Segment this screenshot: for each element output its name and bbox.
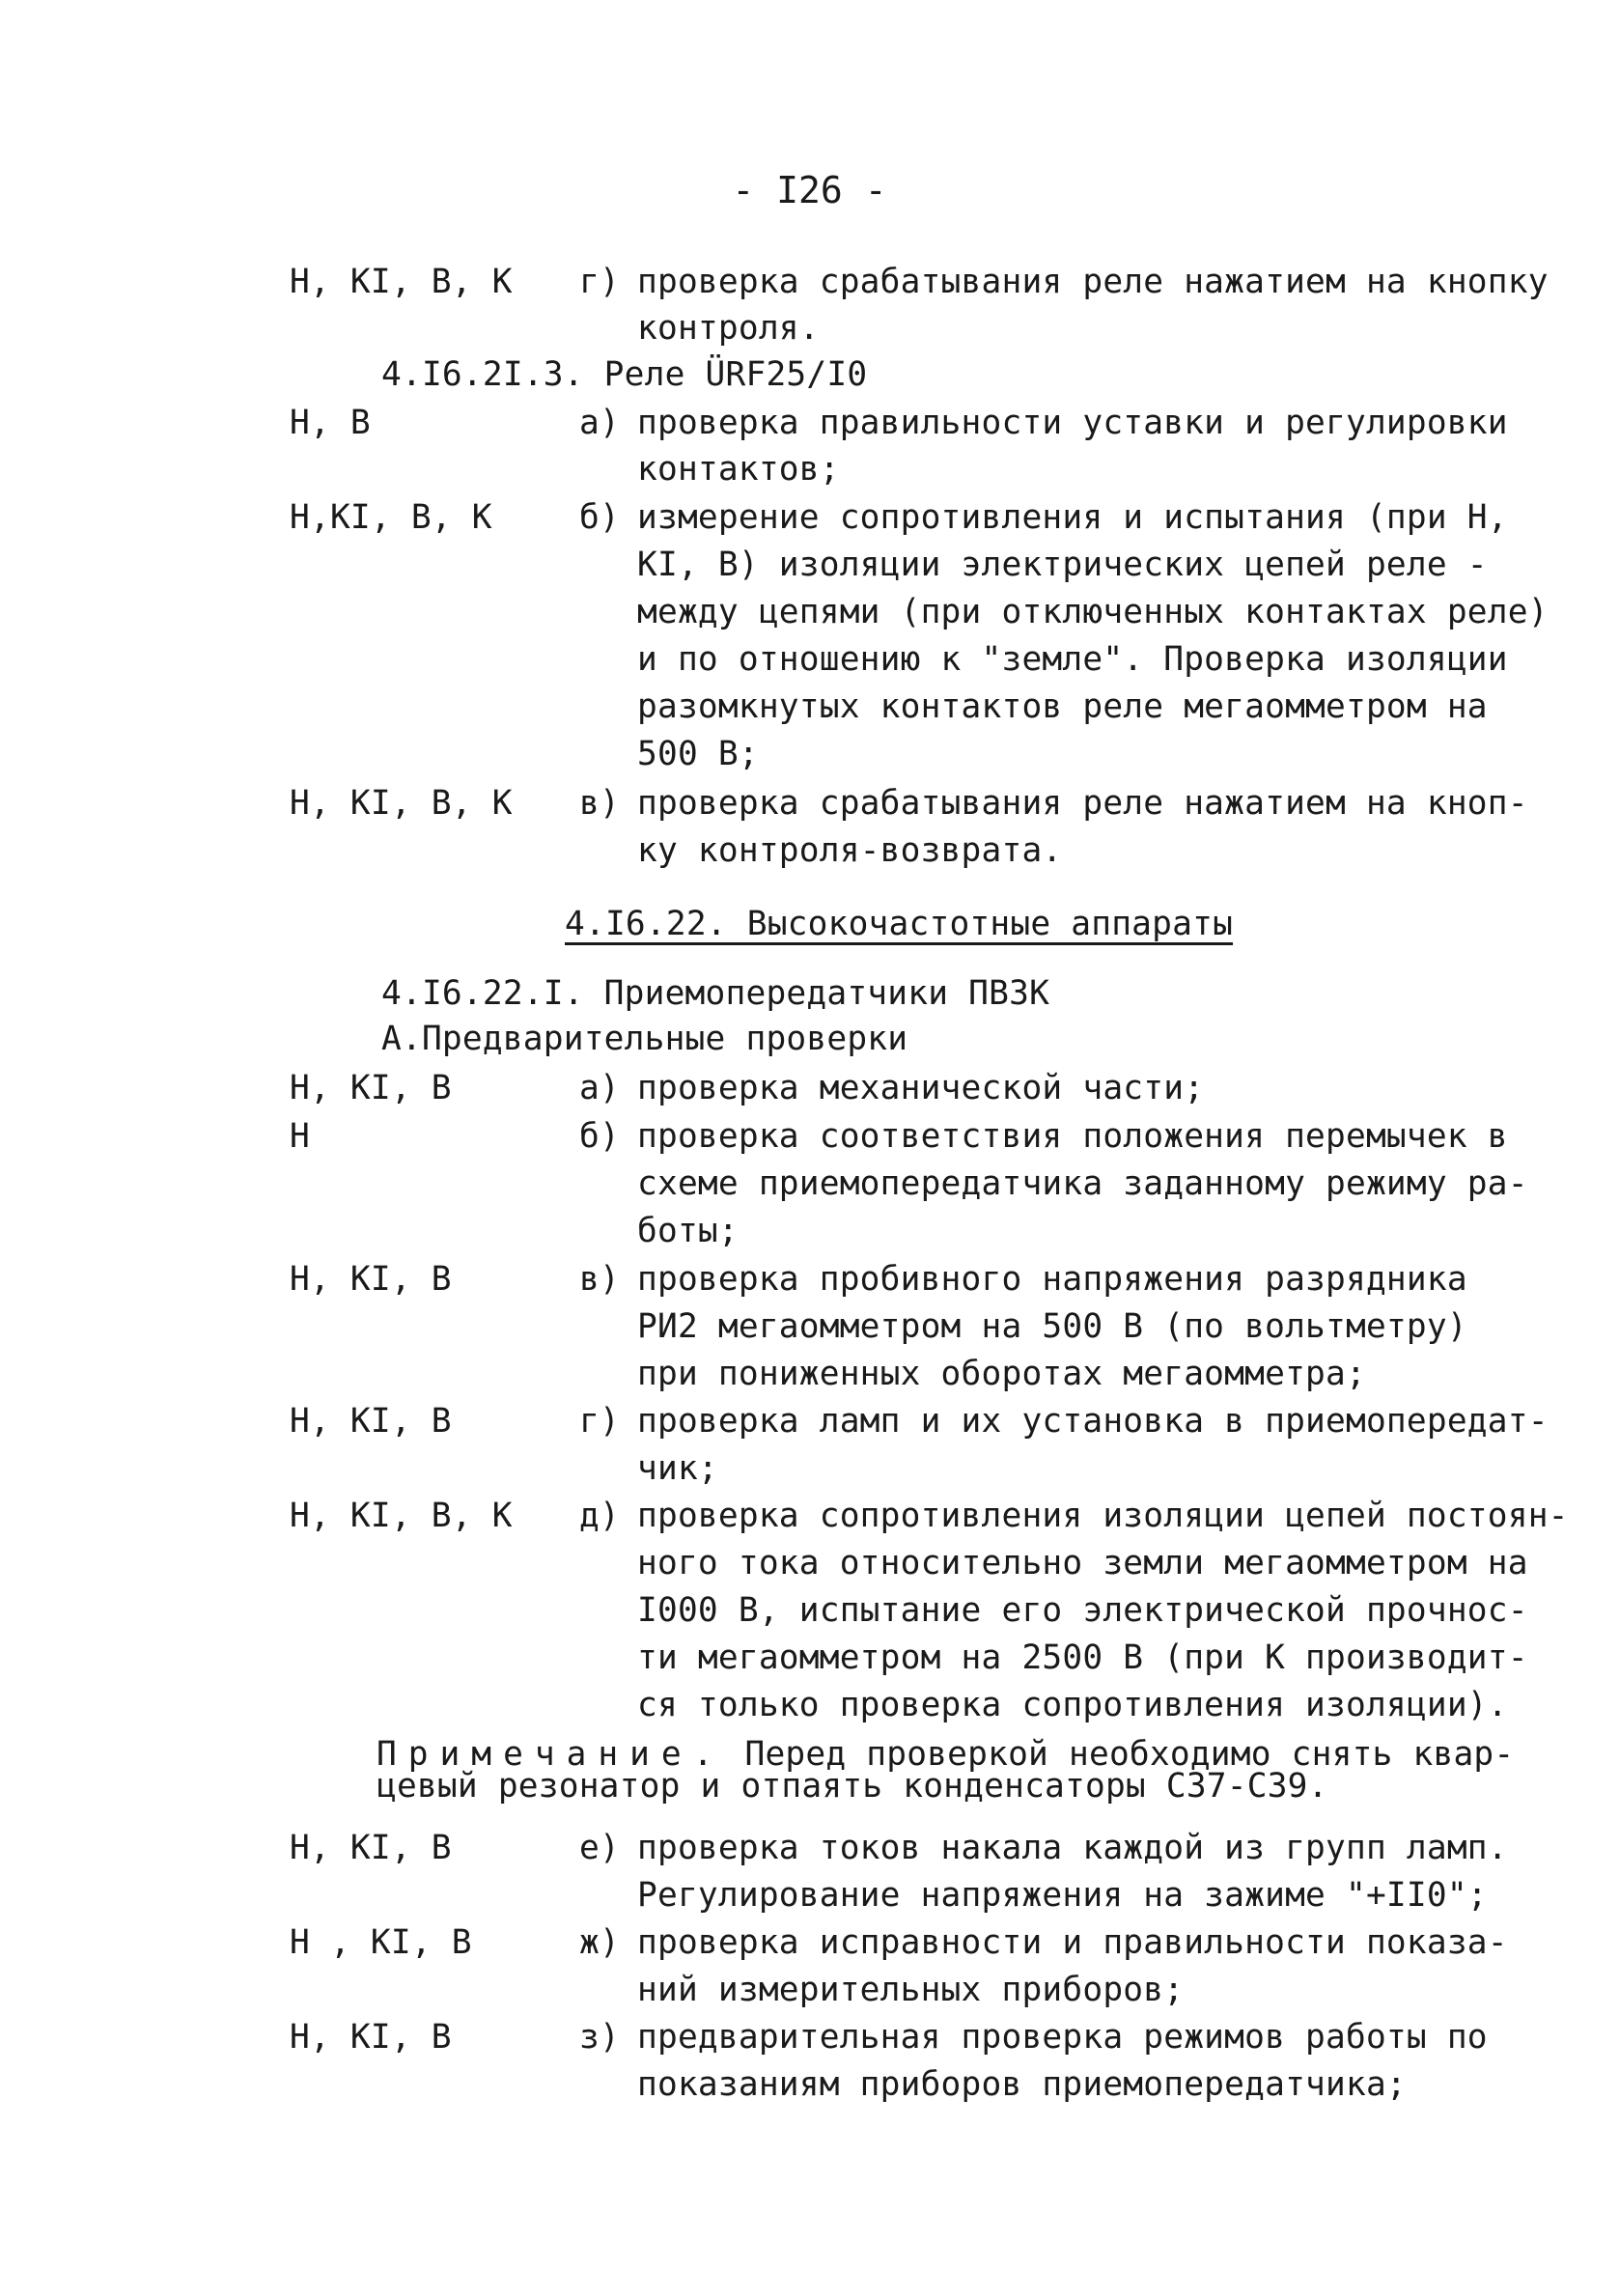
item-text-line: проверка ламп и их установка в приемопередат-: [637, 1402, 1549, 1441]
item-text-line: проверка пробивного напряжения разрядника: [637, 1260, 1467, 1299]
item-text-line: ся только проверка сопротивления изоляции).: [637, 1686, 1508, 1724]
item-text-line: Регулирование напряжения на зажиме "+II0";: [637, 1876, 1488, 1915]
item-code: Н, КI, В, К: [290, 784, 513, 823]
section-title: 4.I6.22. Высокочастотные аппараты: [565, 905, 1234, 943]
item-code: Н, КI, В: [290, 1260, 452, 1299]
note-line: цевый резонатор и отпаять конденсаторы С37-С39.: [377, 1767, 1328, 1806]
item-text-line: измерение сопротивления и испытания (при Н,: [637, 498, 1508, 537]
item-letter: г): [579, 263, 620, 301]
item-code: Н,КI, В, К: [290, 498, 492, 537]
item-letter: г): [579, 1402, 620, 1441]
subsection-heading: А.Предварительные проверки: [381, 1020, 908, 1058]
item-letter: в): [579, 784, 620, 823]
item-code: Н, КI, В: [290, 1069, 452, 1107]
page-number: - I26 -: [732, 169, 887, 211]
item-text-line: проверка правильности уставки и регулировки: [637, 404, 1508, 442]
item-letter: е): [579, 1829, 620, 1867]
item-text-line: чик;: [637, 1449, 718, 1488]
item-text-line: 500 В;: [637, 735, 759, 773]
item-text-line: ний измерительных приборов;: [637, 1971, 1185, 2009]
item-text-line: КI, В) изоляции электрических цепей реле -: [637, 546, 1488, 584]
item-text-line: предварительная проверка режимов работы по: [637, 2018, 1488, 2057]
item-text-line: проверка токов накала каждой из групп ламп.: [637, 1829, 1508, 1867]
item-code: Н: [290, 1117, 310, 1156]
item-text-line: I000 В, испытание его электрической прочнос-: [637, 1591, 1528, 1630]
item-text-line: контроля.: [637, 309, 820, 348]
item-text-line: проверка соответствия положения перемычек в: [637, 1117, 1508, 1156]
item-text-line: ку контроля-возврата.: [637, 831, 1063, 870]
item-text-line: контактов;: [637, 450, 840, 489]
item-text-line: ного тока относительно земли мегаомметром на: [637, 1544, 1528, 1582]
item-text-line: при пониженных оборотах мегаомметра;: [637, 1355, 1366, 1393]
item-letter: а): [579, 1069, 620, 1107]
subsection-heading: 4.I6.22.I. Приемопередатчики ПВЗК: [381, 974, 1050, 1013]
item-code: Н, КI, В, К: [290, 1497, 513, 1535]
subsection-heading: 4.I6.2I.3. Реле ÜRF25/I0: [381, 355, 868, 394]
item-code: Н, КI, В, К: [290, 263, 513, 301]
item-text-line: проверка срабатывания реле нажатием на кнопку: [637, 263, 1549, 301]
item-code: Н, КI, В: [290, 2018, 452, 2057]
item-text-line: показаниям приборов приемопередатчика;: [637, 2065, 1407, 2104]
item-letter: д): [579, 1497, 620, 1535]
item-text-line: проверка исправности и правильности показа-: [637, 1923, 1508, 1962]
item-text-line: ти мегаомметром на 2500 В (при К производит-: [637, 1638, 1528, 1677]
item-code: Н, КI, В: [290, 1402, 452, 1441]
item-text-line: проверка механической части;: [637, 1069, 1205, 1107]
item-code: Н, В: [290, 404, 371, 442]
item-code: Н, КI, В: [290, 1829, 452, 1867]
item-letter: а): [579, 404, 620, 442]
item-letter: в): [579, 1260, 620, 1299]
item-letter: ж): [579, 1923, 620, 1962]
item-text-line: и по отношению к "земле". Проверка изоляции: [637, 640, 1508, 679]
item-code: Н , КI, В: [290, 1923, 472, 1962]
item-letter: б): [579, 1117, 620, 1156]
note-label: Примечание.: [377, 1735, 725, 1774]
item-letter: з): [579, 2018, 620, 2057]
item-text-line: РИ2 мегаомметром на 500 В (по вольтметру): [637, 1307, 1467, 1346]
item-text-line: проверка срабатывания реле нажатием на кноп-: [637, 784, 1528, 823]
item-text-line: между цепями (при отключенных контактах реле): [637, 593, 1549, 631]
item-text-line: боты;: [637, 1212, 739, 1250]
item-letter: б): [579, 498, 620, 537]
item-text-line: проверка сопротивления изоляции цепей постоян-: [637, 1497, 1569, 1535]
note-text: Перед проверкой необходимо снять квар-: [744, 1735, 1515, 1774]
item-text-line: разомкнутых контактов реле мегаомметром на: [637, 687, 1488, 726]
item-text-line: схеме приемопередатчика заданному режиму ра-: [637, 1164, 1528, 1203]
